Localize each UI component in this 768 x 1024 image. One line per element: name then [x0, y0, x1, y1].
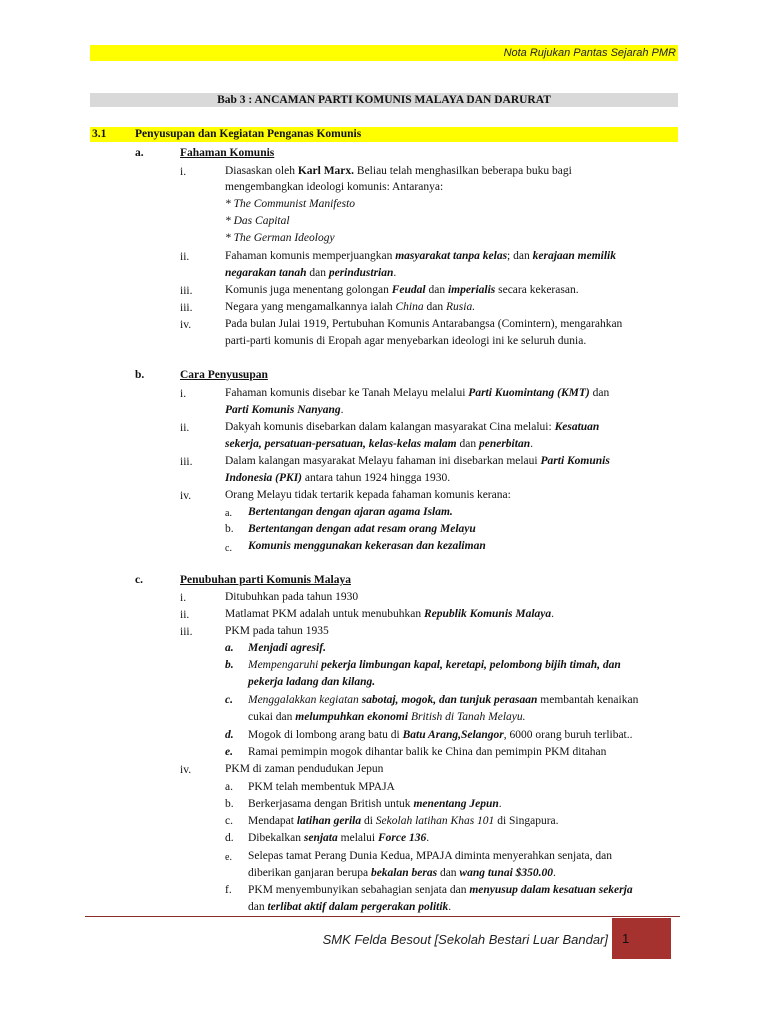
item-number: i.: [180, 166, 187, 178]
footer-school: SMK Felda Besout [Sekolah Bestari Luar Bandar]: [322, 932, 608, 947]
sub-item-letter: c.: [225, 694, 233, 706]
list-item: Komunis juga menentang golongan Feudal dan imperialis secara kekerasan.: [225, 284, 579, 296]
sub-item-cont: dan terlibat aktif dalam pergerakan politik.: [248, 901, 452, 913]
sub-item-cont: cukai dan melumpuhkan ekonomi British di Tanah Melayu.: [248, 711, 526, 723]
sub-item-letter: d.: [225, 729, 234, 741]
sub-item: Berkerjasama dengan British untuk menentang Jepun.: [248, 798, 502, 810]
sub-item: PKM menyembunyikan sebahagian senjata dan menyusup dalam kesatuan sekerja: [248, 884, 633, 896]
list-item: Orang Melayu tidak tertarik kepada fahaman komunis kerana:: [225, 489, 511, 501]
sub-item-letter: b.: [225, 659, 234, 671]
item-number: i.: [180, 592, 187, 604]
sub-item-letter: a.: [225, 642, 234, 654]
page-number: 1: [612, 918, 671, 959]
list-item: Matlamat PKM adalah untuk menubuhkan Republik Komunis Malaya.: [225, 608, 555, 620]
sub-item-letter: b.: [225, 523, 234, 535]
list-item-cont: sekerja, persatuan-persatuan, kelas-kelas malam dan penerbitan.: [225, 438, 533, 450]
sub-item: Bertentangan dengan ajaran agama Islam.: [248, 506, 453, 518]
list-item-cont: parti-parti komunis di Eropah agar menyebarkan ideologi ini ke seluruh dunia.: [225, 335, 587, 347]
book-title: * Das Capital: [225, 215, 290, 227]
sub-item: Ramai pemimpin mogok dihantar balik ke China dan pemimpin PKM ditahan: [248, 746, 607, 758]
list-item-cont: mengembangkan ideologi komunis: Antaranya:: [225, 181, 444, 193]
sub-item-letter: c.: [225, 815, 233, 827]
list-item: PKM pada tahun 1935: [225, 625, 329, 637]
book-title: * The German Ideology: [225, 232, 335, 244]
sub-item: Dibekalkan senjata melalui Force 136.: [248, 832, 430, 844]
item-number: iii.: [180, 285, 193, 297]
list-item: Fahaman komunis memperjuangkan masyarakat tanpa kelas; dan kerajaan memilik: [225, 250, 616, 262]
list-item: Dalam kalangan masyarakat Melayu fahaman ini disebarkan melaui Parti Komunis: [225, 455, 610, 467]
item-number: i.: [180, 388, 187, 400]
item-number: iii.: [180, 626, 193, 638]
item-number: iii.: [180, 302, 193, 314]
sub-item-cont: pekerja ladang dan kilang.: [248, 676, 376, 688]
section-heading: [90, 127, 678, 142]
sub-item: Mempengaruhi pekerja limbungan kapal, keretapi, pelombong bijih timah, dan: [248, 659, 621, 671]
list-item-cont: Indonesia (PKI) antara tahun 1924 hingga 1930.: [225, 472, 451, 484]
list-item: Diasaskan oleh Karl Marx. Beliau telah menghasilkan beberapa buku bagi: [225, 165, 572, 177]
list-item-cont: negarakan tanah dan perindustrian.: [225, 267, 397, 279]
chapter-title: Bab 3 : ANCAMAN PARTI KOMUNIS MALAYA DAN DARURAT: [90, 93, 678, 107]
list-item: Negara yang mengamalkannya ialah China dan Rusia.: [225, 301, 476, 313]
sub-item: Komunis menggunakan kekerasan dan kezaliman: [248, 540, 486, 552]
item-number: ii.: [180, 422, 190, 434]
item-number: ii.: [180, 609, 190, 621]
sub-item-letter: c.: [225, 543, 232, 554]
sub-item: Menggalakkan kegiatan sabotaj, mogok, dan tunjuk perasaan membantah kenaikan: [248, 694, 639, 706]
section-title: Penyusupan dan Kegiatan Penganas Komunis: [135, 128, 362, 140]
item-number: iv.: [180, 319, 192, 331]
list-item: Ditubuhkan pada tahun 1930: [225, 591, 359, 603]
sub-item-letter: a.: [225, 508, 232, 519]
sub-item-letter: e.: [225, 852, 232, 863]
footer-divider: [85, 916, 680, 917]
sub-item-letter: f.: [225, 884, 232, 896]
running-header: Nota Rujukan Pantas Sejarah PMR: [90, 45, 678, 61]
sub-item: Mogok di lombong arang batu di Batu Arang,Selangor, 6000 orang buruh terlibat..: [248, 729, 633, 741]
section-number: 3.1: [92, 128, 107, 140]
list-item: Fahaman komunis disebar ke Tanah Melayu melalui Parti Kuomintang (KMT) dan: [225, 387, 610, 399]
list-item: PKM di zaman pendudukan Jepun: [225, 763, 384, 775]
sub-item: Selepas tamat Perang Dunia Kedua, MPAJA diminta menyerahkan senjata, dan: [248, 850, 612, 862]
sub-item: Menjadi agresif.: [248, 642, 326, 654]
item-number: iv.: [180, 490, 192, 502]
subsection-a-heading: a. Fahaman Komunis: [135, 147, 275, 159]
sub-item-cont: diberikan ganjaran berupa bekalan beras dan wang tunai $350.00.: [248, 867, 556, 879]
list-item: Pada bulan Julai 1919, Pertubuhan Komunis Antarabangsa (Comintern), mengarahkan: [225, 318, 623, 330]
sub-item-letter: e.: [225, 746, 233, 758]
list-item: Dakyah komunis disebarkan dalam kalangan masyarakat Cina melalui: Kesatuan: [225, 421, 600, 433]
sub-item: PKM telah membentuk MPAJA: [248, 781, 395, 793]
subsection-c-heading: c. Penubuhan parti Komunis Malaya: [135, 574, 351, 586]
item-number: iv.: [180, 764, 192, 776]
book-title: * The Communist Manifesto: [225, 198, 356, 210]
item-number: ii.: [180, 251, 190, 263]
item-number: iii.: [180, 456, 193, 468]
sub-item: Bertentangan dengan adat resam orang Melayu: [248, 523, 476, 535]
subsection-b-heading: b. Cara Penyusupan: [135, 369, 268, 381]
sub-item-letter: d.: [225, 832, 234, 844]
sub-item-letter: b.: [225, 798, 234, 810]
sub-item-letter: a.: [225, 781, 233, 793]
sub-item: Mendapat latihan gerila di Sekolah latihan Khas 101 di Singapura.: [248, 815, 559, 827]
list-item-cont: Parti Komunis Nanyang.: [225, 404, 344, 416]
